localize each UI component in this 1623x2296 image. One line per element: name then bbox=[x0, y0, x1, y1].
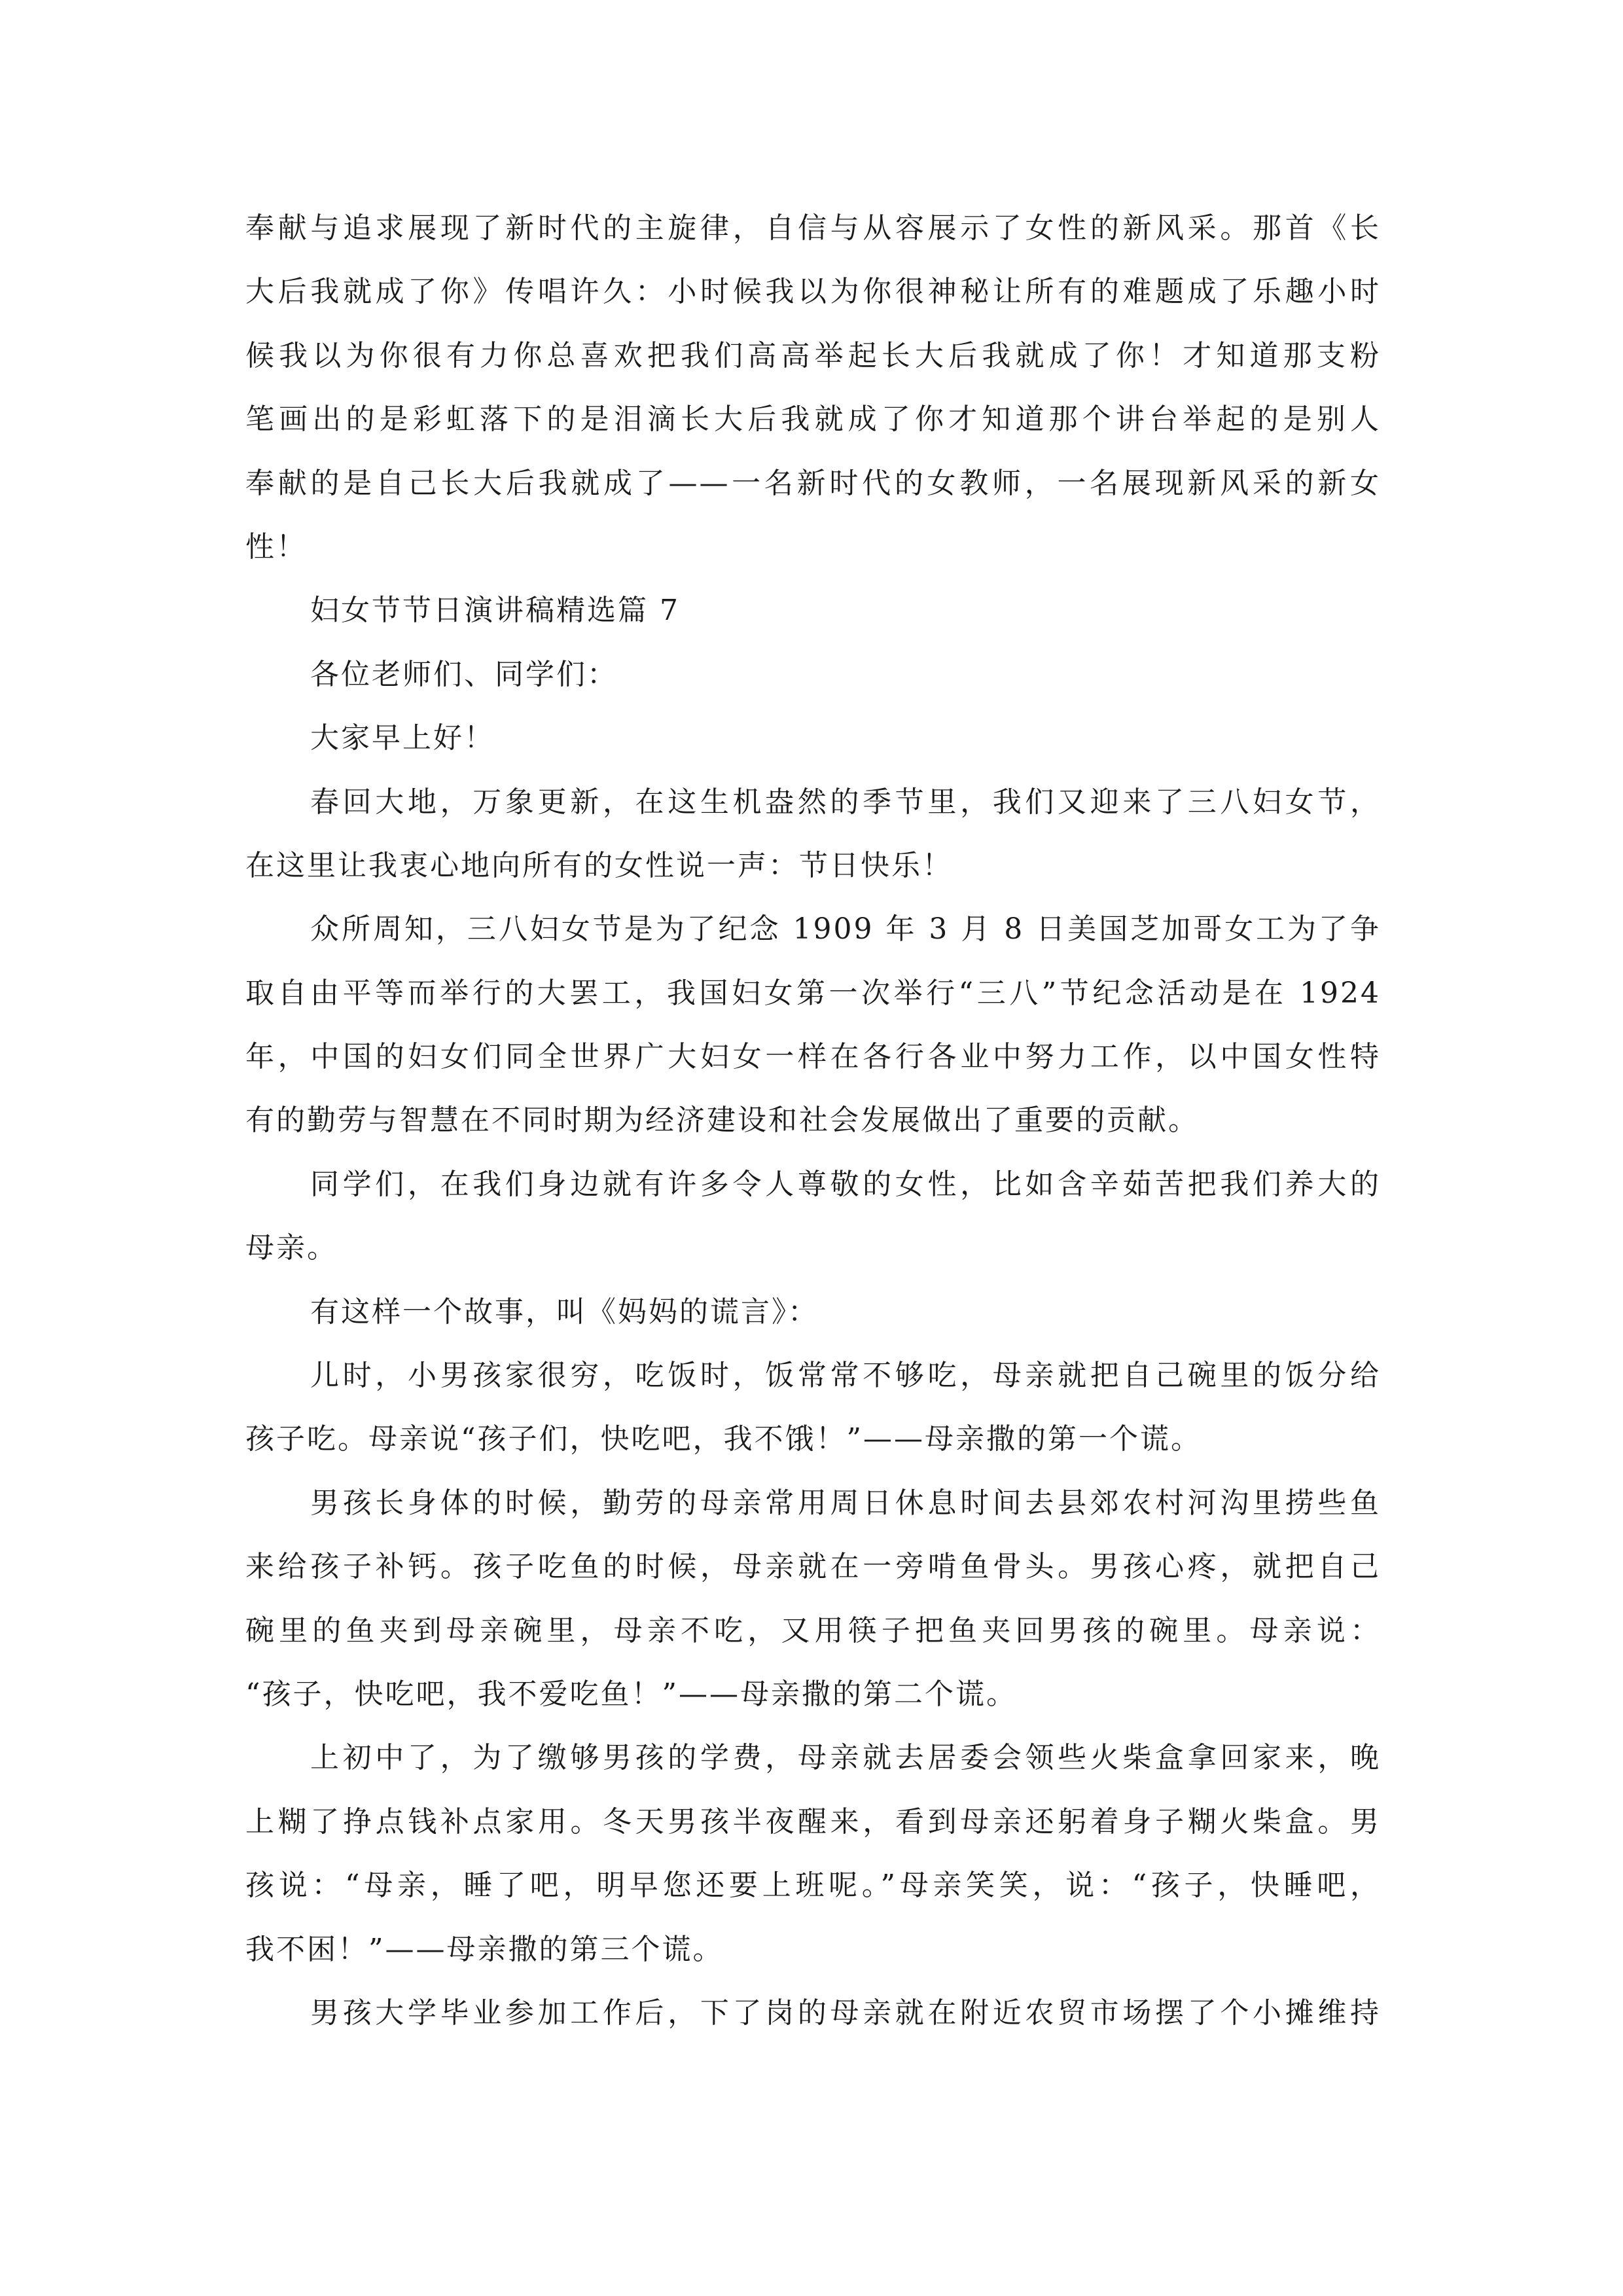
text-line: 候我以为你很有力你总喜欢把我们高高举起长大后我就成了你！才知道那支粉 bbox=[245, 338, 1381, 372]
text-line: 母亲。 bbox=[245, 1231, 338, 1265]
text-line: 大后我就成了你》传唱许久：小时候我以为你很神秘让所有的难题成了乐趣小时 bbox=[245, 275, 1381, 309]
text-line: 笔画出的是彩虹落下的是泪滴长大后我就成了你才知道那个讲台举起的是别人 bbox=[245, 403, 1381, 437]
text-line: 同学们，在我们身边就有许多令人尊敬的女性，比如含辛茹苦把我们养大的 bbox=[310, 1167, 1381, 1201]
text-line: 来给孩子补钙。孩子吃鱼的时候，母亲就在一旁啃鱼骨头。男孩心疼，就把自己 bbox=[245, 1550, 1381, 1584]
text-line: 有的勤劳与智慧在不同时期为经济建设和社会发展做出了重要的贡献。 bbox=[245, 1103, 1199, 1138]
text-line: 众所周知，三八妇女节是为了纪念 1909 年 3 月 8 日美国芝加哥女工为了争 bbox=[310, 912, 1381, 946]
text-line: 上糊了挣点钱补点家用。冬天男孩半夜醒来，看到母亲还躬着身子糊火柴盒。男 bbox=[245, 1804, 1381, 1839]
text-line: 大家早上好！ bbox=[310, 721, 495, 755]
text-line: 上初中了，为了缴够男孩的学费，母亲就去居委会领些火柴盒拿回家来，晚 bbox=[310, 1741, 1381, 1775]
text-line: 年，中国的妇女们同全世界广大妇女一样在各行各业中努力工作，以中国女性特 bbox=[245, 1040, 1381, 1074]
text-line: 儿时，小男孩家很穷，吃饭时，饭常常不够吃，母亲就把自己碗里的饭分给 bbox=[310, 1359, 1381, 1393]
text-line: 有这样一个故事，叫《妈妈的谎言》： bbox=[310, 1295, 819, 1329]
text-line: 各位老师们、同学们： bbox=[310, 657, 618, 691]
text-line: 春回大地，万象更新，在这生机盎然的季节里，我们又迎来了三八妇女节， bbox=[310, 785, 1381, 819]
text-line: 碗里的鱼夹到母亲碗里，母亲不吃，又用筷子把鱼夹回男孩的碗里。母亲说： bbox=[245, 1613, 1381, 1647]
text-line: 奉献的是自己长大后我就成了——一名新时代的女教师，一名展现新风采的新女 bbox=[245, 466, 1381, 500]
text-line: 孩子吃。母亲说“孩子们，快吃吧，我不饿！”——母亲撒的第一个谎。 bbox=[245, 1422, 1202, 1456]
text-line: 妇女节节日演讲稿精选篇 7 bbox=[310, 594, 680, 628]
text-line: 在这里让我衷心地向所有的女性说一声：节日快乐！ bbox=[245, 848, 953, 882]
text-line: 奉献与追求展现了新时代的主旋律，自信与从容展示了女性的新风采。那首《长 bbox=[245, 211, 1381, 245]
text-line: 男孩大学毕业参加工作后，下了岗的母亲就在附近农贸市场摆了个小摊维持 bbox=[310, 1996, 1381, 2030]
text-line: “孩子，快吃吧，我不爱吃鱼！”——母亲撒的第二个谎。 bbox=[245, 1677, 1017, 1711]
text-line: 取自由平等而举行的大罢工，我国妇女第一次举行“三八”节纪念活动是在 1924 bbox=[245, 976, 1381, 1010]
text-line: 性！ bbox=[245, 529, 307, 564]
text-line: 我不困！”——母亲撒的第三个谎。 bbox=[245, 1932, 724, 1966]
text-line: 孩说：“母亲，睡了吧，明早您还要上班呢。”母亲笑笑，说：“孩子，快睡吧， bbox=[245, 1869, 1381, 1903]
text-line: 男孩长身体的时候，勤劳的母亲常用周日休息时间去县郊农村河沟里捞些鱼 bbox=[310, 1486, 1381, 1520]
body-text bbox=[245, 196, 1381, 2045]
